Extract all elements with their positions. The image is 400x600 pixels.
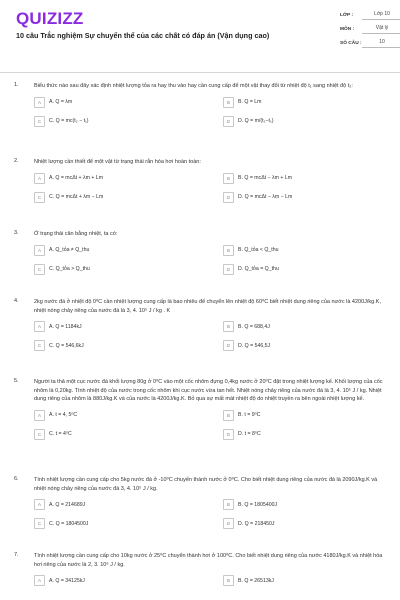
option-text: D. Q_tỏa = Q_thu [238, 266, 279, 273]
option-text: C. Q_tỏa > Q_thu [49, 266, 90, 273]
option-checkbox[interactable]: D [223, 116, 234, 127]
option-checkbox[interactable]: A [34, 499, 45, 510]
option-text: A. Q_tỏa ≠ Q_thu [49, 247, 90, 254]
option-a[interactable] [34, 575, 197, 586]
option-checkbox[interactable]: A [34, 321, 45, 332]
option-checkbox[interactable]: D [223, 429, 234, 440]
option-checkbox[interactable]: C [34, 518, 45, 529]
option-a[interactable] [34, 499, 197, 510]
options-grid [34, 321, 386, 351]
question-item [14, 230, 386, 298]
option-c[interactable] [34, 116, 197, 127]
meta-class-value: Lớp 10 [362, 10, 400, 20]
option-checkbox[interactable]: C [34, 192, 45, 203]
question-text: Ở trạng thái cân bằng nhiệt, ta có: [34, 231, 118, 237]
option-checkbox[interactable]: A [34, 97, 45, 108]
question-text: 2kg nước đá ở nhiệt độ 0⁰C cần nhiệt lượng cung cấp là bao nhiêu để chuyển lên nhiệt độ 60⁰C biết nhiệt dung riêng của nước là 4200J/kg.K, nhiệt nóng chảy riêng của nước đá là 3, 4. 10⁵ J / kg . K [34, 299, 381, 314]
option-text: A. Q = 1184kJ [49, 323, 82, 330]
option-checkbox[interactable]: B [223, 575, 234, 586]
option-checkbox[interactable]: D [223, 264, 234, 275]
option-checkbox[interactable]: C [34, 116, 45, 127]
option-text: B. t = 9⁰C [238, 412, 261, 419]
meta-count-label: SỐ CÂU : [340, 40, 362, 46]
meta-class-label: LỚP : [340, 12, 354, 18]
option-b[interactable] [223, 173, 386, 184]
option-a[interactable] [34, 97, 197, 108]
option-text: A. t = 4, 5⁰C [49, 412, 78, 419]
option-text: C. t = 4⁰C [49, 431, 72, 438]
option-checkbox[interactable]: B [223, 97, 234, 108]
question-item [14, 298, 386, 378]
option-b[interactable] [223, 410, 386, 421]
option-checkbox[interactable]: A [34, 173, 45, 184]
option-checkbox[interactable]: C [34, 264, 45, 275]
meta-class-row [340, 8, 400, 22]
option-checkbox[interactable]: C [34, 340, 45, 351]
option-text: D. Q = 546,5J [238, 342, 271, 349]
option-text: A. Q = 214689J [49, 501, 86, 508]
option-c[interactable] [34, 340, 197, 351]
meta-subject-value: Vật lý [362, 24, 400, 34]
question-list [14, 82, 386, 592]
options-grid [34, 410, 386, 440]
question-text: Người ta thả một cục nước đá khối lượng 80g ở 0⁰C vào một cốc nhôm đựng 0,4kg nước ở 20⁰C đặt trong nhiệt lượng kế. Khối lượng của cốc nhôm là 0,20kg. Tính nhiệt độ của nước trong cốc nhôm khi cục nước vừa tan hết. Nhiệt nóng chảy riêng của nước đá là 3, 4. 10⁵ J / kg. Nhiệt dung riêng của nhôm là 880J/kg.K và của nước là 4200J/kg.K. Bỏ qua sự mất mát nhiệt độ do nhiệt truyền ra bên ngoài nhiệt lượng kế. [34, 379, 383, 403]
option-text: C. Q = 1804500J [49, 520, 89, 527]
question-number: 3. [14, 230, 19, 236]
option-c[interactable] [34, 192, 197, 203]
option-d[interactable] [223, 264, 386, 275]
option-a[interactable] [34, 321, 197, 332]
option-text: C. Q = mcΔt + λm − Lm [49, 194, 104, 201]
meta-subject-label: MÔN : [340, 26, 355, 32]
option-text: D. t = 8⁰C [238, 431, 261, 438]
option-text: B. Q = Lm [238, 99, 262, 106]
option-checkbox[interactable]: B [223, 321, 234, 332]
option-text: C. Q = 546,6kJ [49, 342, 84, 349]
option-checkbox[interactable]: C [34, 429, 45, 440]
option-text: D. Q = m/(t₂−t₁) [238, 118, 274, 125]
option-text: B. Q = 1805400J [238, 501, 278, 508]
option-c[interactable] [34, 429, 197, 440]
question-text: Tính nhiệt lượng cần cung cấp cho 5kg nước đá ở -10⁰C chuyển thành nước ở 0⁰C. Cho biết nhiệt dung riêng của nước đá là 2090J/kg.K và nhiệt nóng chảy riêng của nước đá 3, 4. 10⁵ J / kg. [34, 477, 378, 492]
option-text: A. Q = 34125kJ [49, 577, 85, 584]
option-text: B. Q = 26513kJ [238, 577, 274, 584]
question-text: Nhiệt lượng cần thiết để một vật từ trạng thái rắn hóa hơi hoàn toàn: [34, 159, 201, 165]
question-number: 2. [14, 158, 19, 164]
question-item [14, 552, 386, 592]
option-c[interactable] [34, 264, 197, 275]
option-d[interactable] [223, 340, 386, 351]
question-number: 5. [14, 378, 19, 384]
meta-panel [340, 8, 400, 50]
meta-count-row [340, 36, 400, 50]
option-checkbox[interactable]: A [34, 245, 45, 256]
option-a[interactable] [34, 173, 197, 184]
option-text: A. Q = λm [49, 99, 73, 106]
option-b[interactable] [223, 97, 386, 108]
question-item [14, 476, 386, 552]
option-checkbox[interactable]: B [223, 410, 234, 421]
options-grid [34, 245, 386, 275]
option-checkbox[interactable]: B [223, 173, 234, 184]
quizizz-logo[interactable]: QUIZIZZ [16, 9, 84, 28]
question-item [14, 378, 386, 476]
question-text: Biểu thức nào sau đây xác định nhiệt lượng tỏa ra hay thu vào hay cần cung cấp để một vật thay đổi từ nhiệt độ t₁ sang nhiệt độ t₂: [34, 83, 353, 89]
meta-count-value: 10 [362, 38, 400, 48]
option-checkbox[interactable]: B [223, 499, 234, 510]
option-b[interactable] [223, 321, 386, 332]
option-checkbox[interactable]: A [34, 575, 45, 586]
option-a[interactable] [34, 245, 197, 256]
option-checkbox[interactable]: D [223, 518, 234, 529]
option-text: C. Q = mc(t₂ − t₁) [49, 118, 89, 125]
meta-subject-row [340, 22, 400, 36]
header-divider [0, 72, 400, 73]
options-grid [34, 173, 386, 203]
options-grid [34, 499, 386, 529]
option-text: B. Q_tỏa < Q_thu [238, 247, 279, 254]
question-number: 6. [14, 476, 19, 482]
option-checkbox[interactable]: D [223, 192, 234, 203]
option-text: D. Q = 218450J [238, 520, 275, 527]
option-d[interactable] [223, 192, 386, 203]
option-a[interactable] [34, 410, 197, 421]
question-number: 1. [14, 82, 19, 88]
option-d[interactable] [223, 429, 386, 440]
worksheet-title: 10 câu Trắc nghiệm Sự chuyển thể của các chất có đáp án (Vận dụng cao) [16, 31, 270, 40]
options-grid [34, 575, 386, 586]
option-text: D. Q = mcΔt − λm − Lm [238, 194, 293, 201]
options-grid [34, 97, 386, 127]
option-b[interactable] [223, 575, 386, 586]
question-item [14, 82, 386, 158]
option-c[interactable] [34, 518, 197, 529]
option-b[interactable] [223, 245, 386, 256]
option-d[interactable] [223, 116, 386, 127]
option-text: B. Q = 688,4J [238, 323, 270, 330]
option-text: B. Q = mcΔt − λm + Lm [238, 175, 293, 182]
option-d[interactable] [223, 518, 386, 529]
option-text: A. Q = mcΔt + λm + Lm [49, 175, 104, 182]
option-b[interactable] [223, 499, 386, 510]
option-checkbox[interactable]: B [223, 245, 234, 256]
question-text: Tính nhiệt lượng cần cung cấp cho 10kg nước ở 25⁰C chuyển thành hơi ở 100⁰C. Cho biết nhiệt dung riêng của nước 4180J/kg.K và nhiệt hóa hơi riêng của nước là 2, 3. 10⁶ J / kg. [34, 553, 383, 568]
question-number: 4. [14, 298, 19, 304]
question-item [14, 158, 386, 230]
option-checkbox[interactable]: D [223, 340, 234, 351]
option-checkbox[interactable]: A [34, 410, 45, 421]
worksheet-header [14, 0, 390, 66]
question-number: 7. [14, 552, 19, 558]
